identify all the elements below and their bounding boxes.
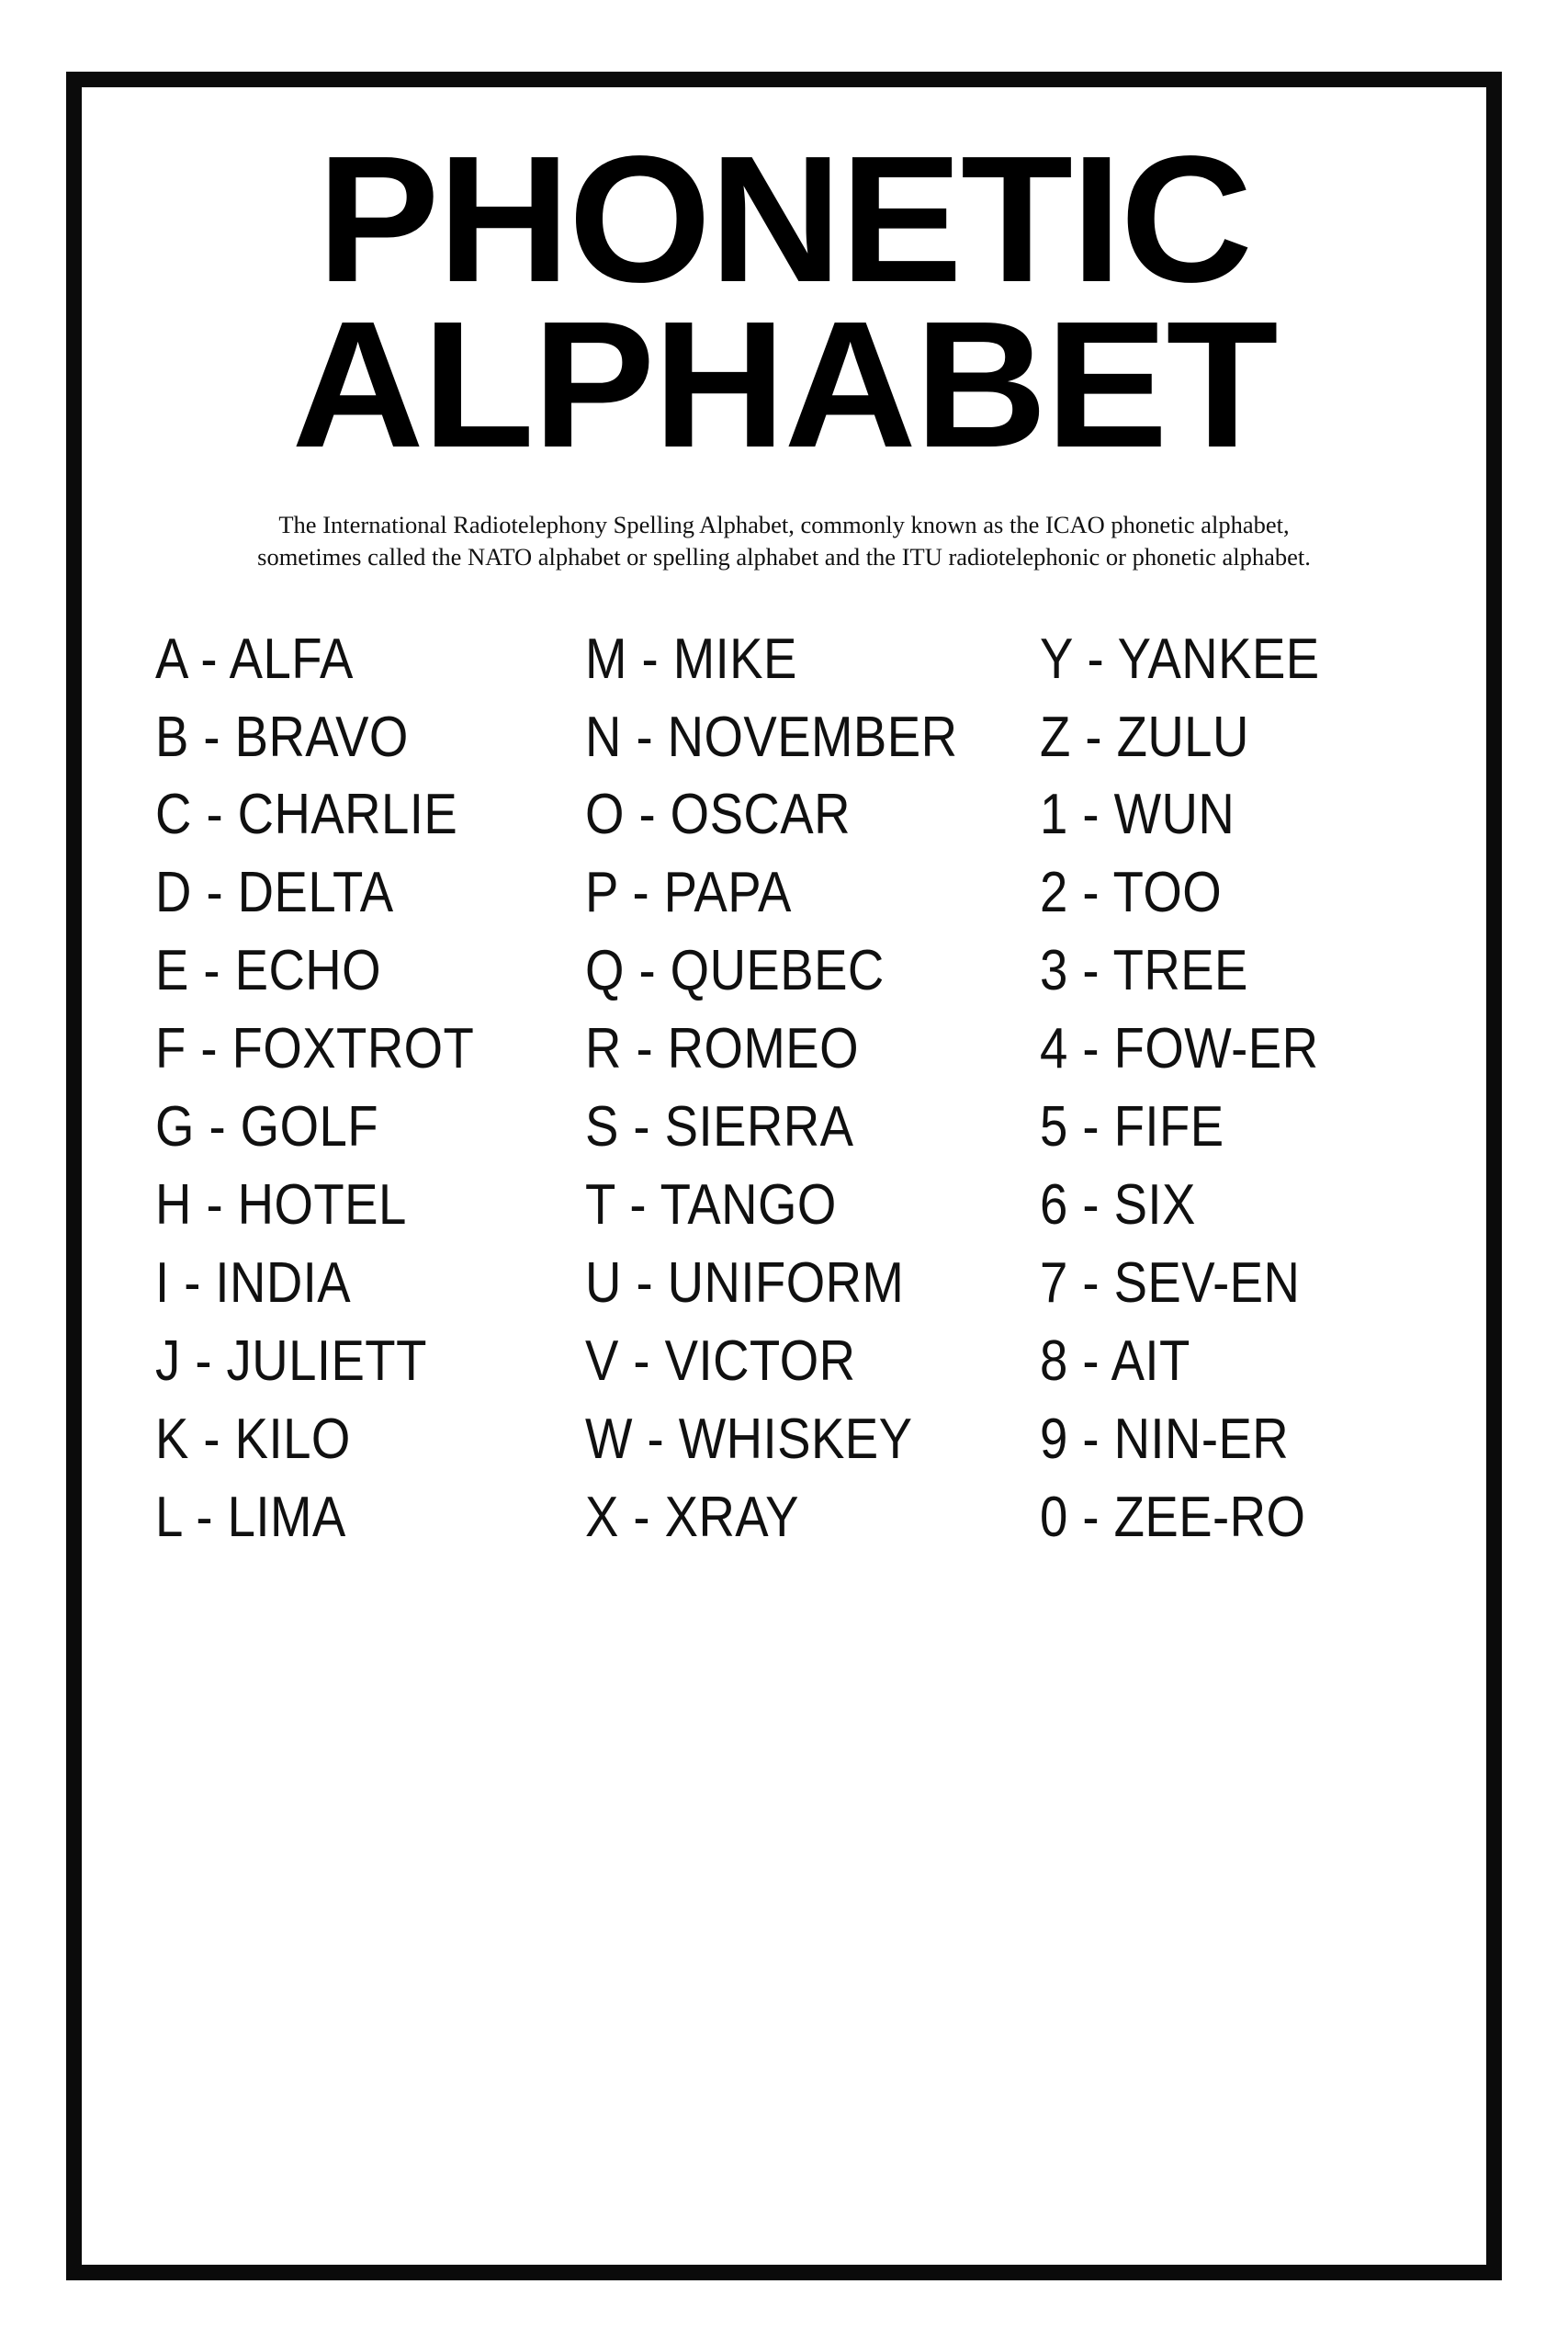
list-item: 5 - FIFE <box>1039 1095 1224 1159</box>
list-item: 8 - AIT <box>1039 1329 1190 1393</box>
list-item: 0 - ZEE-RO <box>1039 1485 1305 1549</box>
list-item: U - UNIFORM <box>584 1251 904 1316</box>
list-item: 4 - FOW-ER <box>1039 1017 1318 1081</box>
title-line-1: PHONETIC <box>317 119 1251 320</box>
list-item: H - HOTEL <box>155 1173 407 1238</box>
list-item: O - OSCAR <box>584 783 851 847</box>
list-item: R - ROMEO <box>584 1017 859 1081</box>
list-item: 3 - TREE <box>1039 939 1248 1003</box>
list-item: I - INDIA <box>155 1251 352 1316</box>
list-item: Q - QUEBEC <box>584 939 885 1003</box>
poster-frame <box>66 72 1502 2280</box>
list-item: Y - YANKEE <box>1039 627 1320 691</box>
list-item: P - PAPA <box>584 861 792 925</box>
list-item: E - ECHO <box>155 939 382 1003</box>
list-item: D - DELTA <box>155 861 394 925</box>
subtitle-line-1: The International Radiotelephony Spelling Alphabet, commonly known as the ICAO phonetic alphabet, <box>278 510 1290 538</box>
list-item: 1 - WUN <box>1039 783 1235 847</box>
alphabet-column-1 <box>155 621 559 1557</box>
list-item: 7 - SEV-EN <box>1039 1251 1300 1316</box>
list-item: B - BRAVO <box>155 705 409 769</box>
alphabet-column-2 <box>585 621 1015 1557</box>
list-item: M - MIKE <box>584 627 797 691</box>
page-title <box>130 119 1438 486</box>
list-item: T - TANGO <box>584 1173 837 1238</box>
list-item: 2 - TOO <box>1039 861 1222 925</box>
list-item: S - SIERRA <box>584 1095 853 1159</box>
subtitle-line-2: sometimes called the NATO alphabet or spelling alphabet and the ITU radiotelephonic or phonetic alphabet. <box>257 542 1311 571</box>
list-item: N - NOVEMBER <box>584 705 957 769</box>
list-item: X - XRAY <box>584 1485 799 1549</box>
alphabet-columns <box>130 621 1438 1557</box>
list-item: Z - ZULU <box>1039 705 1249 769</box>
list-item: 9 - NIN-ER <box>1039 1407 1289 1471</box>
list-item: V - VICTOR <box>584 1329 855 1393</box>
alphabet-column-3 <box>1040 621 1419 1557</box>
list-item: W - WHISKEY <box>584 1407 912 1471</box>
list-item: L - LIMA <box>155 1485 346 1549</box>
title-line-2: ALPHABET <box>291 284 1277 486</box>
list-item: 6 - SIX <box>1039 1173 1196 1238</box>
list-item: C - CHARLIE <box>155 783 458 847</box>
list-item: A - ALFA <box>155 627 354 691</box>
list-item: F - FOXTROT <box>155 1017 475 1081</box>
list-item: G - GOLF <box>155 1095 379 1159</box>
subtitle <box>241 509 1327 573</box>
list-item: K - KILO <box>155 1407 351 1471</box>
list-item: J - JULIETT <box>155 1329 427 1393</box>
